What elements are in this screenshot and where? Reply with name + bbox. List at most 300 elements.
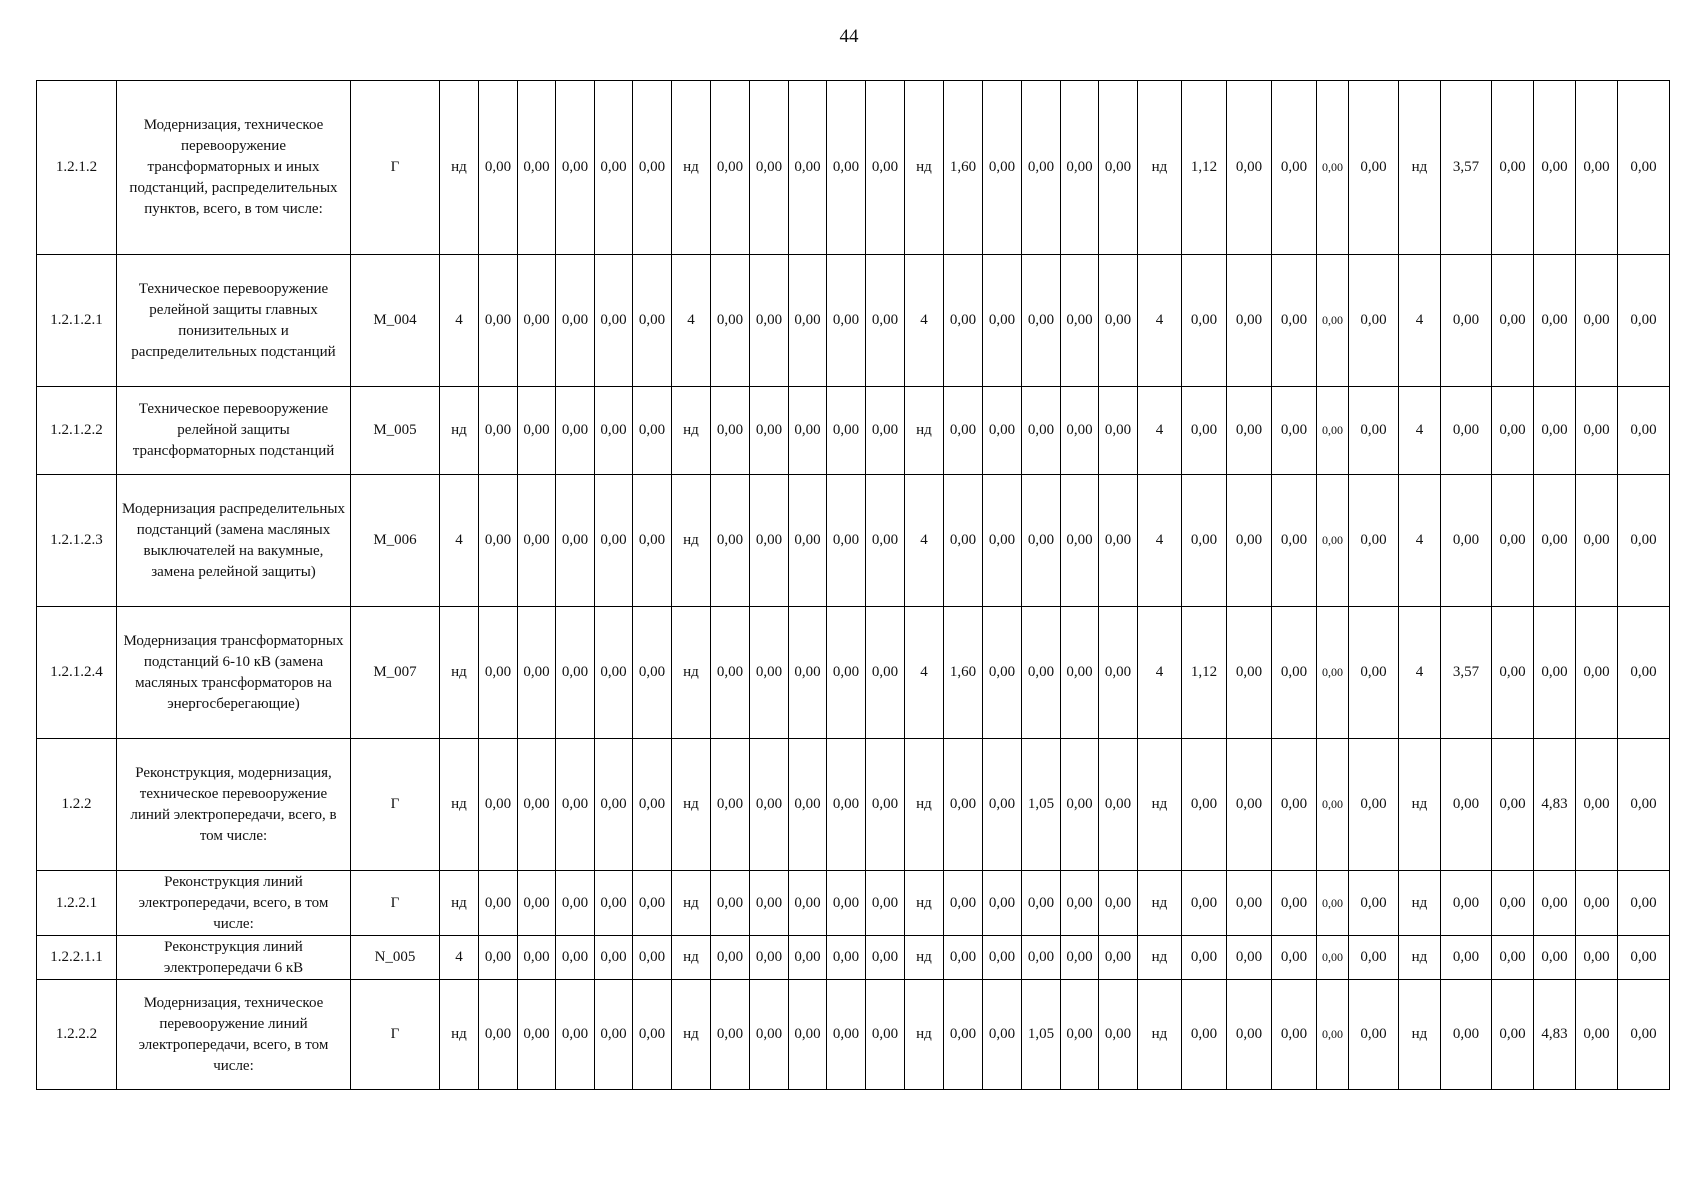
value-cell: 0,00: [1182, 739, 1227, 871]
value-cell: 0,00: [1441, 255, 1492, 387]
value-cell: 0,00: [827, 871, 866, 936]
value-cell: 0,00: [711, 980, 750, 1090]
item-id-cell: M_007: [351, 607, 440, 739]
value-cell: нд: [905, 387, 944, 475]
value-cell: 0,00: [1182, 255, 1227, 387]
value-cell: 0,00: [1317, 255, 1349, 387]
value-cell: 0,00: [866, 936, 905, 980]
value-cell: 0,00: [1227, 255, 1272, 387]
value-cell: 0,00: [750, 871, 789, 936]
value-cell: 0,00: [983, 936, 1022, 980]
value-cell: 4: [1399, 475, 1441, 607]
value-cell: 0,00: [827, 81, 866, 255]
value-cell: 0,00: [479, 475, 518, 607]
value-cell: 0,00: [866, 607, 905, 739]
value-cell: 0,00: [556, 739, 595, 871]
value-cell: 0,00: [866, 980, 905, 1090]
value-cell: 0,00: [789, 607, 827, 739]
value-cell: нд: [1399, 739, 1441, 871]
value-cell: 0,00: [633, 387, 672, 475]
value-cell: 0,00: [750, 81, 789, 255]
value-cell: 0,00: [1317, 81, 1349, 255]
value-cell: 0,00: [983, 871, 1022, 936]
value-cell: 0,00: [595, 871, 633, 936]
value-cell: 0,00: [789, 739, 827, 871]
value-cell: нд: [905, 739, 944, 871]
value-cell: 0,00: [556, 81, 595, 255]
item-id-cell: M_006: [351, 475, 440, 607]
value-cell: 0,00: [1061, 255, 1099, 387]
value-cell: 0,00: [1534, 255, 1576, 387]
value-cell: 0,00: [1441, 387, 1492, 475]
item-id-cell: M_005: [351, 387, 440, 475]
table-row: [37, 255, 1670, 387]
value-cell: 4: [440, 475, 479, 607]
value-cell: 0,00: [1099, 936, 1138, 980]
value-cell: нд: [905, 980, 944, 1090]
value-cell: 0,00: [827, 739, 866, 871]
value-cell: 0,00: [1492, 387, 1534, 475]
value-cell: 0,00: [479, 871, 518, 936]
value-cell: 0,00: [1099, 81, 1138, 255]
table-row: [37, 871, 1670, 936]
item-id-cell: N_005: [351, 936, 440, 980]
value-cell: нд: [905, 81, 944, 255]
value-cell: 0,00: [983, 387, 1022, 475]
value-cell: 0,00: [633, 871, 672, 936]
value-cell: 0,00: [789, 81, 827, 255]
value-cell: 0,00: [827, 387, 866, 475]
value-cell: 0,00: [1349, 607, 1399, 739]
item-code-cell: 1.2.1.2.1: [37, 255, 117, 387]
value-cell: 0,00: [1182, 871, 1227, 936]
value-cell: 0,00: [518, 980, 556, 1090]
value-cell: 0,00: [1492, 607, 1534, 739]
table-row: [37, 475, 1670, 607]
value-cell: 0,00: [1349, 936, 1399, 980]
value-cell: 0,00: [1534, 81, 1576, 255]
value-cell: 0,00: [750, 387, 789, 475]
value-cell: 0,00: [711, 936, 750, 980]
value-cell: 0,00: [827, 607, 866, 739]
value-cell: 0,00: [1317, 871, 1349, 936]
value-cell: 0,00: [944, 871, 983, 936]
value-cell: 0,00: [556, 475, 595, 607]
value-cell: 4: [1399, 387, 1441, 475]
value-cell: 0,00: [633, 936, 672, 980]
value-cell: 0,00: [1576, 255, 1618, 387]
value-cell: 0,00: [595, 387, 633, 475]
value-cell: 0,00: [1227, 81, 1272, 255]
value-cell: нд: [1138, 871, 1182, 936]
value-cell: 0,00: [1099, 387, 1138, 475]
value-cell: 0,00: [711, 81, 750, 255]
value-cell: 0,00: [556, 980, 595, 1090]
value-cell: 0,00: [479, 739, 518, 871]
value-cell: 0,00: [1534, 475, 1576, 607]
value-cell: нд: [1399, 871, 1441, 936]
value-cell: 4: [440, 936, 479, 980]
value-cell: 0,00: [944, 475, 983, 607]
value-cell: 0,00: [827, 936, 866, 980]
value-cell: нд: [672, 475, 711, 607]
value-cell: 0,00: [1227, 475, 1272, 607]
value-cell: 0,00: [1317, 475, 1349, 607]
value-cell: нд: [1138, 980, 1182, 1090]
value-cell: 0,00: [1618, 871, 1670, 936]
value-cell: 0,00: [983, 607, 1022, 739]
value-cell: 0,00: [518, 871, 556, 936]
value-cell: 0,00: [866, 387, 905, 475]
value-cell: 0,00: [633, 475, 672, 607]
value-cell: 0,00: [1061, 936, 1099, 980]
value-cell: 0,00: [556, 255, 595, 387]
value-cell: 0,00: [1618, 607, 1670, 739]
value-cell: 0,00: [1492, 871, 1534, 936]
value-cell: 0,00: [556, 607, 595, 739]
value-cell: 0,00: [1534, 607, 1576, 739]
value-cell: 0,00: [1317, 980, 1349, 1090]
value-cell: 0,00: [983, 255, 1022, 387]
item-description-cell: Техническое перевооружение релейной защиты трансформаторных подстанций: [117, 387, 351, 475]
value-cell: 0,00: [1022, 475, 1061, 607]
value-cell: 0,00: [1441, 936, 1492, 980]
value-cell: нд: [440, 607, 479, 739]
item-id-cell: M_004: [351, 255, 440, 387]
value-cell: 0,00: [1534, 871, 1576, 936]
value-cell: 0,00: [750, 255, 789, 387]
value-cell: 0,00: [1576, 81, 1618, 255]
value-cell: 0,00: [1576, 475, 1618, 607]
value-cell: 0,00: [1576, 387, 1618, 475]
value-cell: 0,00: [1272, 871, 1317, 936]
value-cell: 0,00: [789, 980, 827, 1090]
value-cell: 0,00: [711, 387, 750, 475]
value-cell: 0,00: [1227, 980, 1272, 1090]
value-cell: 0,00: [1349, 387, 1399, 475]
value-cell: 0,00: [827, 255, 866, 387]
value-cell: нд: [1138, 739, 1182, 871]
value-cell: 0,00: [750, 739, 789, 871]
value-cell: 0,00: [1618, 81, 1670, 255]
value-cell: 0,00: [711, 255, 750, 387]
value-cell: 0,00: [1618, 475, 1670, 607]
item-description-cell: Реконструкция линий электропередачи 6 кВ: [117, 936, 351, 980]
value-cell: нд: [440, 81, 479, 255]
value-cell: 4: [905, 475, 944, 607]
value-cell: 0,00: [518, 81, 556, 255]
value-cell: 0,00: [1061, 607, 1099, 739]
value-cell: нд: [672, 980, 711, 1090]
page-number: 44: [839, 26, 859, 47]
value-cell: 0,00: [479, 81, 518, 255]
value-cell: 4: [1138, 255, 1182, 387]
value-cell: 0,00: [1349, 475, 1399, 607]
value-cell: 0,00: [944, 936, 983, 980]
value-cell: 1,05: [1022, 739, 1061, 871]
value-cell: 0,00: [1576, 936, 1618, 980]
item-code-cell: 1.2.1.2: [37, 81, 117, 255]
value-cell: 0,00: [1492, 255, 1534, 387]
value-cell: 0,00: [789, 936, 827, 980]
value-cell: нд: [672, 607, 711, 739]
value-cell: 0,00: [518, 739, 556, 871]
value-cell: 0,00: [1099, 871, 1138, 936]
item-id-cell: Г: [351, 980, 440, 1090]
item-code-cell: 1.2.2.1: [37, 871, 117, 936]
value-cell: нд: [440, 980, 479, 1090]
item-description-cell: Реконструкция линий электропередачи, всего, в том числе:: [117, 871, 351, 936]
item-description-cell: Модернизация распределительных подстанций (замена масляных выключателей на вакумные, замена релейной защиты): [117, 475, 351, 607]
value-cell: 0,00: [479, 980, 518, 1090]
value-cell: 0,00: [1272, 607, 1317, 739]
item-description-cell: Техническое перевооружение релейной защиты главных понизительных и распределительных подстанций: [117, 255, 351, 387]
value-cell: 4: [1399, 255, 1441, 387]
value-cell: 0,00: [595, 81, 633, 255]
value-cell: 0,00: [556, 387, 595, 475]
item-id-cell: Г: [351, 739, 440, 871]
value-cell: 0,00: [1182, 475, 1227, 607]
item-code-cell: 1.2.1.2.3: [37, 475, 117, 607]
value-cell: нд: [672, 387, 711, 475]
value-cell: 0,00: [1227, 871, 1272, 936]
value-cell: 0,00: [633, 739, 672, 871]
item-code-cell: 1.2.1.2.4: [37, 607, 117, 739]
value-cell: 0,00: [750, 980, 789, 1090]
value-cell: 0,00: [1272, 475, 1317, 607]
value-cell: 0,00: [789, 475, 827, 607]
item-code-cell: 1.2.2.2: [37, 980, 117, 1090]
value-cell: нд: [905, 936, 944, 980]
value-cell: нд: [440, 739, 479, 871]
item-code-cell: 1.2.2.1.1: [37, 936, 117, 980]
value-cell: 0,00: [1492, 980, 1534, 1090]
value-cell: 0,00: [595, 475, 633, 607]
value-cell: 0,00: [1349, 980, 1399, 1090]
value-cell: 0,00: [595, 255, 633, 387]
value-cell: 0,00: [983, 475, 1022, 607]
value-cell: 0,00: [479, 607, 518, 739]
value-cell: 0,00: [1182, 980, 1227, 1090]
value-cell: 4: [1138, 607, 1182, 739]
value-cell: 0,00: [866, 871, 905, 936]
value-cell: нд: [440, 387, 479, 475]
value-cell: 1,12: [1182, 607, 1227, 739]
value-cell: 0,00: [866, 475, 905, 607]
value-cell: 0,00: [1227, 936, 1272, 980]
value-cell: 0,00: [944, 255, 983, 387]
value-cell: 0,00: [866, 255, 905, 387]
value-cell: 0,00: [1618, 936, 1670, 980]
value-cell: 0,00: [633, 255, 672, 387]
value-cell: 0,00: [750, 936, 789, 980]
item-id-cell: Г: [351, 871, 440, 936]
value-cell: 0,00: [518, 607, 556, 739]
value-cell: 0,00: [1618, 739, 1670, 871]
table-row: [37, 936, 1670, 980]
value-cell: 0,00: [1061, 980, 1099, 1090]
value-cell: нд: [440, 871, 479, 936]
value-cell: 0,00: [1061, 81, 1099, 255]
value-cell: 0,00: [633, 607, 672, 739]
value-cell: 0,00: [633, 81, 672, 255]
value-cell: 3,57: [1441, 607, 1492, 739]
value-cell: 0,00: [1618, 255, 1670, 387]
investment-program-table: [36, 80, 1670, 1090]
value-cell: 0,00: [595, 980, 633, 1090]
table-row: [37, 81, 1670, 255]
value-cell: 0,00: [1576, 607, 1618, 739]
value-cell: 0,00: [711, 607, 750, 739]
value-cell: 0,00: [711, 475, 750, 607]
value-cell: 0,00: [1227, 739, 1272, 871]
value-cell: 0,00: [1022, 936, 1061, 980]
value-cell: 0,00: [595, 936, 633, 980]
value-cell: 0,00: [1182, 936, 1227, 980]
value-cell: 1,60: [944, 607, 983, 739]
value-cell: 0,00: [1349, 255, 1399, 387]
value-cell: 0,00: [1099, 980, 1138, 1090]
value-cell: 0,00: [1534, 387, 1576, 475]
value-cell: 4: [440, 255, 479, 387]
value-cell: 0,00: [1061, 387, 1099, 475]
value-cell: 0,00: [711, 739, 750, 871]
value-cell: 3,57: [1441, 81, 1492, 255]
value-cell: 0,00: [556, 936, 595, 980]
value-cell: 0,00: [1022, 255, 1061, 387]
value-cell: 0,00: [1099, 739, 1138, 871]
value-cell: 0,00: [1272, 980, 1317, 1090]
value-cell: 0,00: [866, 81, 905, 255]
value-cell: 0,00: [1317, 936, 1349, 980]
value-cell: 0,00: [1492, 475, 1534, 607]
value-cell: 0,00: [518, 936, 556, 980]
value-cell: 4: [1399, 607, 1441, 739]
value-cell: 4,83: [1534, 739, 1576, 871]
value-cell: 0,00: [1317, 739, 1349, 871]
value-cell: 0,00: [1349, 81, 1399, 255]
value-cell: 0,00: [1441, 475, 1492, 607]
value-cell: 0,00: [1576, 739, 1618, 871]
item-description-cell: Реконструкция, модернизация, техническое перевооружение линий электропередачи, всего, в том числе:: [117, 739, 351, 871]
value-cell: 1,12: [1182, 81, 1227, 255]
value-cell: 0,00: [1349, 739, 1399, 871]
item-description-cell: Модернизация, техническое перевооружение линий электропередачи, всего, в том числе:: [117, 980, 351, 1090]
value-cell: нд: [672, 871, 711, 936]
value-cell: нд: [1399, 936, 1441, 980]
value-cell: 0,00: [518, 255, 556, 387]
value-cell: 0,00: [789, 871, 827, 936]
table-row: [37, 387, 1670, 475]
value-cell: 0,00: [479, 936, 518, 980]
value-cell: 0,00: [479, 255, 518, 387]
value-cell: 0,00: [944, 739, 983, 871]
value-cell: 0,00: [866, 739, 905, 871]
value-cell: нд: [1138, 936, 1182, 980]
table-row: [37, 980, 1670, 1090]
value-cell: 0,00: [1061, 871, 1099, 936]
value-cell: 0,00: [827, 980, 866, 1090]
value-cell: 4: [672, 255, 711, 387]
value-cell: 0,00: [1618, 387, 1670, 475]
value-cell: 0,00: [1022, 81, 1061, 255]
value-cell: 0,00: [1182, 387, 1227, 475]
value-cell: 0,00: [595, 607, 633, 739]
value-cell: 0,00: [983, 980, 1022, 1090]
value-cell: 0,00: [1061, 739, 1099, 871]
value-cell: нд: [672, 81, 711, 255]
value-cell: 0,00: [1227, 387, 1272, 475]
value-cell: 0,00: [1272, 936, 1317, 980]
value-cell: 0,00: [1022, 871, 1061, 936]
item-code-cell: 1.2.1.2.2: [37, 387, 117, 475]
value-cell: 0,00: [1441, 739, 1492, 871]
item-description-cell: Модернизация трансформаторных подстанций 6-10 кВ (замена масляных трансформаторов на энергосберегающие): [117, 607, 351, 739]
item-id-cell: Г: [351, 81, 440, 255]
value-cell: 0,00: [1317, 607, 1349, 739]
table-row: [37, 607, 1670, 739]
value-cell: 0,00: [518, 475, 556, 607]
value-cell: 0,00: [1227, 607, 1272, 739]
value-cell: 0,00: [479, 387, 518, 475]
value-cell: нд: [1399, 980, 1441, 1090]
value-cell: 0,00: [711, 871, 750, 936]
value-cell: 0,00: [518, 387, 556, 475]
value-cell: нд: [672, 739, 711, 871]
value-cell: нд: [672, 936, 711, 980]
value-cell: 4: [1138, 475, 1182, 607]
value-cell: 0,00: [1272, 387, 1317, 475]
value-cell: 4: [905, 255, 944, 387]
value-cell: 0,00: [1099, 475, 1138, 607]
item-code-cell: 1.2.2: [37, 739, 117, 871]
value-cell: нд: [1399, 81, 1441, 255]
value-cell: 0,00: [1022, 387, 1061, 475]
value-cell: 0,00: [1317, 387, 1349, 475]
value-cell: 4,83: [1534, 980, 1576, 1090]
value-cell: 0,00: [944, 387, 983, 475]
value-cell: нд: [1138, 81, 1182, 255]
value-cell: 4: [1138, 387, 1182, 475]
value-cell: 0,00: [1576, 871, 1618, 936]
value-cell: 0,00: [983, 81, 1022, 255]
value-cell: 1,60: [944, 81, 983, 255]
value-cell: 0,00: [944, 980, 983, 1090]
value-cell: 0,00: [556, 871, 595, 936]
value-cell: 0,00: [983, 739, 1022, 871]
value-cell: 0,00: [633, 980, 672, 1090]
value-cell: 0,00: [789, 387, 827, 475]
value-cell: 4: [905, 607, 944, 739]
value-cell: 0,00: [1349, 871, 1399, 936]
value-cell: 0,00: [1272, 739, 1317, 871]
value-cell: 0,00: [1272, 81, 1317, 255]
value-cell: 0,00: [1534, 936, 1576, 980]
value-cell: 0,00: [827, 475, 866, 607]
item-description-cell: Модернизация, техническое перевооружение трансформаторных и иных подстанций, распределительных пунктов, всего, в том числе:: [117, 81, 351, 255]
value-cell: 0,00: [1099, 255, 1138, 387]
value-cell: 1,05: [1022, 980, 1061, 1090]
value-cell: 0,00: [1061, 475, 1099, 607]
value-cell: 0,00: [1022, 607, 1061, 739]
value-cell: 0,00: [1441, 980, 1492, 1090]
table-row: [37, 739, 1670, 871]
value-cell: 0,00: [1492, 739, 1534, 871]
value-cell: 0,00: [1576, 980, 1618, 1090]
value-cell: 0,00: [750, 475, 789, 607]
value-cell: 0,00: [1099, 607, 1138, 739]
value-cell: 0,00: [789, 255, 827, 387]
